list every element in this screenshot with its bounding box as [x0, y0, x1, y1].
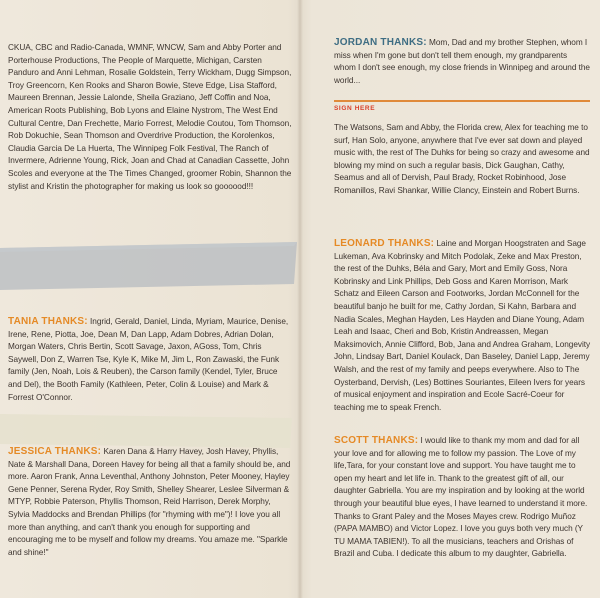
scott-text: I would like to thank my mom and dad for all your love and for allowing me to follow my passion. The Love of my life,Tara, for your constant love and support. You have taught me to open my heart and let life in. Thank to the greatest gift of all, our daughter Gabriella. You are my inspiration and by looking at the world through your beautiful blue eyes, I have learned to understand it more. Thanks to Grant Paley and the Moses Mayes crew. Rodrigo Muñoz (PAPA MAMBO) and Victor Lopez. I love you guys both very much (Y TU MAMA TABIEN!). To all the musicians, teachers and Orishas of Brazil and Cuba. I dedicate this album to my daughter, Gabriella.	[334, 436, 588, 559]
sign-here-line	[334, 100, 590, 102]
jordan-thanks	[334, 37, 590, 87]
scott-label: SCOTT THANKS:	[334, 435, 419, 446]
tania-thanks	[8, 316, 292, 404]
scott-thanks	[334, 435, 592, 561]
tania-label: TANIA THANKS:	[8, 316, 88, 327]
jessica-thanks	[8, 446, 292, 559]
page-fold	[297, 0, 303, 598]
jessica-label: JESSICA THANKS:	[8, 446, 102, 457]
jordan-more-thanks	[334, 122, 590, 198]
tania-text: Ingrid, Gerald, Daniel, Linda, Myriam, Maurice, Denise, Irene, Rene, Piotta, Joe, Dean M, Dan Lapp, Adam Dobres, Adrian Dolan, Morgan Waters, Chris Bertin, Scott Savage, Jaxon, AGoss, Tom, Chris Saywell, Don Z, Warren Tse, Kyle K, Mike M, Jim L, Ron Zawaski, the Funk family (Jen, Noah, Lois & Reuben), the Carson family (Kendel, Tyler, Bruce and Del), the Booth Family (Kathleen, Peter, Colin & Louise) and Mark & Forrest O'Connor.	[8, 317, 289, 402]
gray-tape-strip	[0, 240, 297, 292]
jessica-text: Karen Dana & Harry Havey, Josh Havey, Phyllis, Nate & Marshall Dana, Doreen Havey for being all that a family should be, and more. Aaron Frank, Anna Leventhal, Anthony Johnston, Peter Mooney, Hayley Gene Penner, Serena Ryder, Roy Smith, Shelley Shearer, Leslee Silverman & MTYP, Robbie Paterson, Phyllis Thomson, Reid Harrison, Derek Morphy, Sylvia Maddocks and Brendan Phillips (for "rhyming with me")! I love you all more than anything, and can't thank you enough for supporting and encouraging me to be myself and follow my dreams. You amaze me. "Sparkle and shine!"	[8, 447, 291, 557]
leonard-thanks	[334, 238, 592, 414]
jordan-text: Mom, Dad and my brother Stephen, whom I miss when I'm gone but don't tell them enough, my grandparents whom I don't see enough, my close friends in Winnipeg and around the world...	[334, 38, 590, 85]
intro-thanks	[8, 42, 292, 193]
jordan-label: JORDAN THANKS:	[334, 37, 427, 48]
leonard-label: LEONARD THANKS:	[334, 238, 435, 249]
jordan-more-text: The Watsons, Sam and Abby, the Florida crew, Alex for teaching me to surf, Han Solo, anyone, anywhere that I've ever sat down and played music with, the rest of The Duhks for being so crazy and awesome and blowing my mind on such a regular basis, Dick Gaughan, Cathy, Seamus and all of Dervish, Paul Brady, Rocket Robinhood, Jose Romanillos, Ravi Shankar, Willie Clancy, Einstein and Robert Burns.	[334, 123, 590, 195]
sign-here-label: SIGN HERE	[334, 105, 376, 112]
intro-thanks-text: CKUA, CBC and Radio-Canada, WMNF, WNCW, Sam and Abby Porter and Porterhouse Productions, The People of Marquette, Michigan, Carsten Panduro and Anni Lehman, Rosalie Goldstein, Terry Wickham, Dugg Simpson, Troy Greencorn, Ken Rooks and Sharon Bowie, Steve Edge, Lisa Stafford, Maureen Brennan, Jessie Lalonde, Sheila Graziano, Jeff Coffin and Noa, American Roots Publishing, Bob Lyons and Elaine Nystrom, The West End Cultural Centre, Dan Frechette, Mario Forrest, Melodie Coutou, Tom Thomson, Rob Dokuchie, Sean Thomson and Overdrive Production, the Korolenkos, Claudia Garcia De La Huerta, The Winnipeg Folk Festival, The Ranch of Invermere, Adrienne Young, Rick, Joan and Chad at Canadian Cassette, John Scoles and everyone at the The Times Changed, groomer Robin, Shannon the stylist and Kristin the photographer for making us look so goooood!!!	[8, 43, 292, 191]
leonard-text: Laine and Morgan Hoogstraten and Sage Lukeman, Ava Kobrinsky and Mitch Podolak, Zeke and Max Preston, the rest of the Duhks, Béla and Gary, Mort and Emily Goss, Nora Kobrinsky and Link Phillips, Deb Goss and Karen Morrison, Mark Schatz and Eileen Carson and Footworks, Jordan McConnell for the beautiful banjo he built for me, Cathy Jordan, Si Kahn, Barbara and Nadia Scales, Meghan Hayden, Les Hayden and Diane Young, Adam Leah and Isaac, Cheri and Bob, Kristin Andreassen, Megan Maksimovich, Annie Clifford, Bob, Jana and Andrea Graham, Longevity John, Lindsay Bart, Daniel Koulack, Dan Baseley, Daniel Lapp, Jeremy Walsh, and the rest of my family and peeps everywhere. Also to The Oysterband, Dervish, (Les) Bottines Souriantes, Eileen Ivers for years of musical enjoyment and inspiration and Ecole Sacré-Coeur for teaching me to speak French.	[334, 239, 591, 412]
